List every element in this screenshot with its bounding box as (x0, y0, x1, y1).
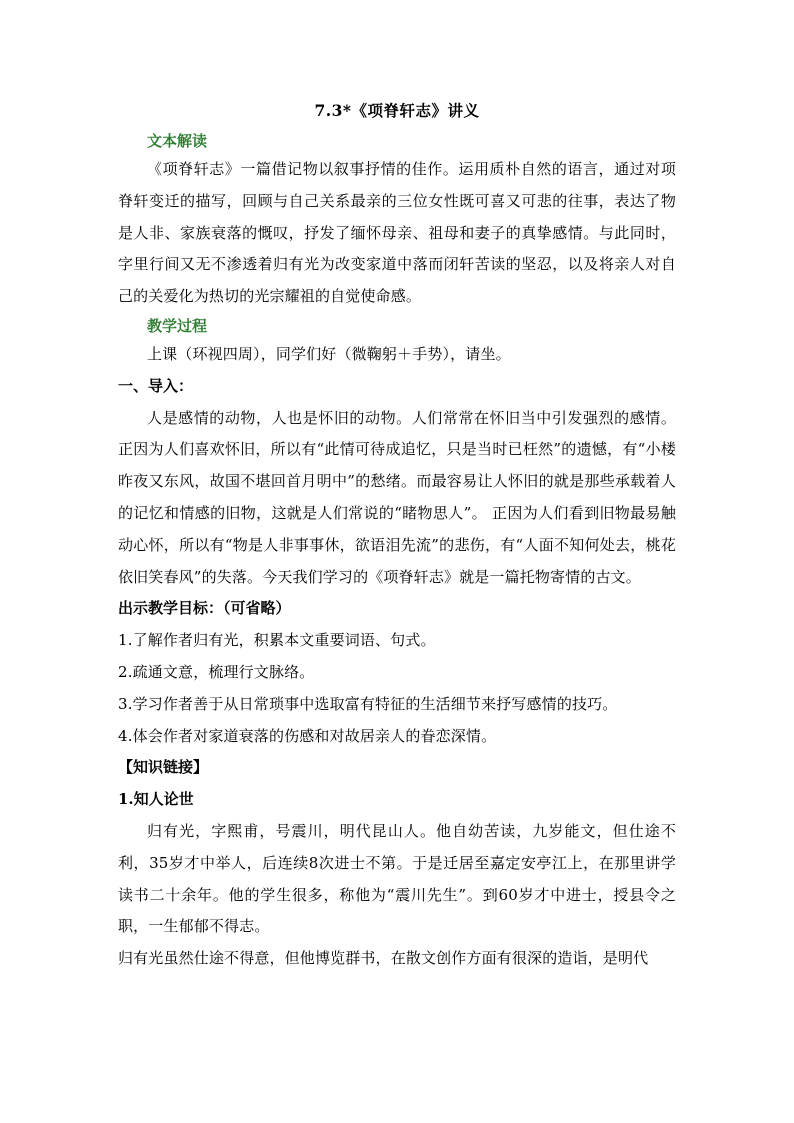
goal-item: 1.了解作者归有光，积累本文重要词语、句式。 (118, 631, 436, 650)
document-title: 7.3*《项脊轩志》讲义 (314, 101, 480, 120)
goal-item: 2.疏通文意，梳理行文脉络。 (118, 662, 315, 681)
knowledge-link-heading: 【知识链接】 (118, 758, 209, 777)
intro-heading: 一、导入： (118, 376, 194, 395)
author-biography-continued: 归有光虽然仕途不得意，但他博览群书，在散文创作方面有很深的造诣，是明代 (118, 949, 649, 968)
text-reading-heading: 文本解读 (147, 132, 208, 150)
text-reading-paragraph: 《项脊轩志》一篇借记物以叙事抒情的佳作。运用质朴自然的语言，通过对项脊轩变迁的描写，回顾与自己关系最亲的三位女性既可喜又可悲的往事，表达了物是人非、家族衰落的慨叹，抒发了缅怀母亲、祖母和妻子的真挚感情。与此同时，字里行间又无不渗透着归有光为改变家道中落而闭轩苦读的坚忍，以及将亲人对自己的关爱化为热切的光宗耀祖的自觉使命感。 (118, 160, 676, 306)
class-opening-line: 上课（环视四周），同学们好（微鞠躬＋手势），请坐。 (147, 344, 511, 363)
author-biography-paragraph: 归有光，字熙甫，号震川，明代昆山人。他自幼苦读，九岁能文，但仕途不利，35岁才中举人，后连续8次进士不第。于是迁居至嘉定安亭江上，在那里讲学读书二十余年。他的学生很多，称他为“震川先生”。到60岁才中进士，授县令之职，一生郁郁不得志。 (118, 821, 676, 936)
document-body (118, 98, 676, 975)
intro-paragraph: 人是感情的动物，人也是怀旧的动物。人们常常在怀旧当中引发强烈的感情。正因为人们喜欢怀旧，所以有“此情可待成追忆，只是当时已枉然”的遗憾，有“小楼昨夜又东风，故国不堪回首月明中”的愁绪。而最容易让人怀旧的就是那些承载着人的记忆和情感的旧物，这就是人们常说的“睹物思人”。 正因为人们看到旧物最易触动心怀，所以有“物是人非事事休，欲语泪先流”的悲伤，有“人面不知何处去，桃花依旧笑春风”的失落。今天我们学习的《项脊轩志》就是一篇托物寄情的古文。 (118, 408, 676, 586)
teaching-process-heading: 教学过程 (147, 316, 208, 335)
goals-heading: 出示教学目标：（可省略） (118, 599, 291, 618)
goal-item: 3.学习作者善于从日常琐事中选取富有特征的生活细节来抒写感情的技巧。 (118, 694, 618, 713)
author-background-heading: 1.知人论世 (118, 790, 194, 809)
goal-item: 4.体会作者对家道衰落的伤感和对故居亲人的眷恋深情。 (118, 726, 497, 745)
